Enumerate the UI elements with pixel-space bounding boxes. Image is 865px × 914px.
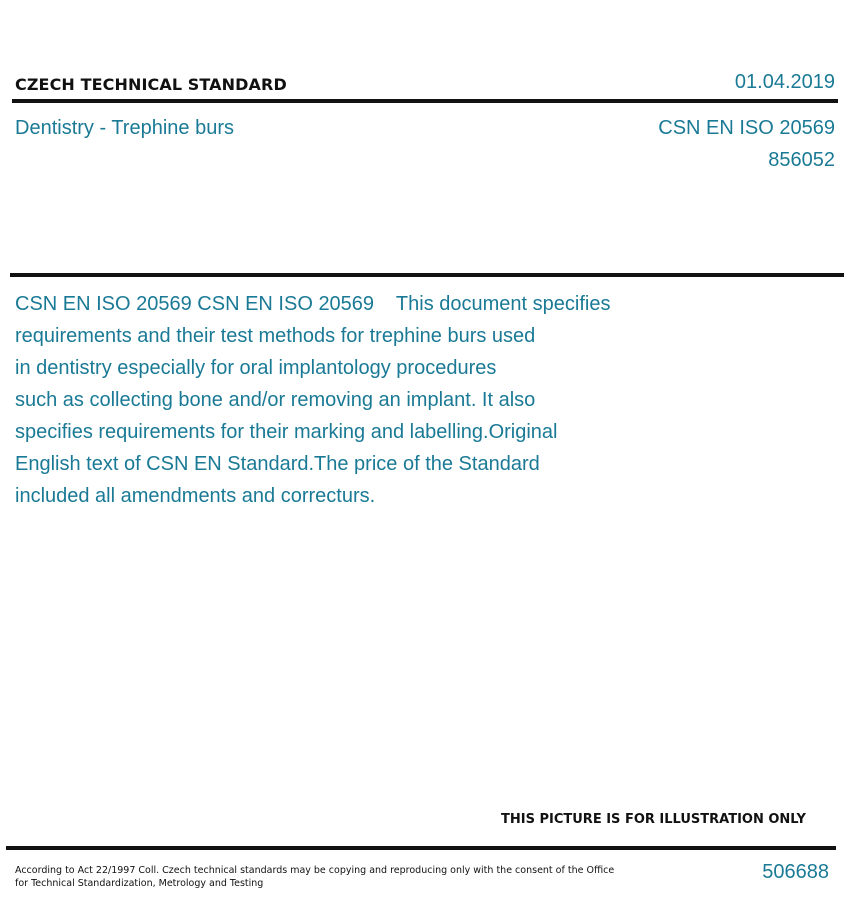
- legal-note: [15, 864, 614, 890]
- illustration-disclaimer: THIS PICTURE IS FOR ILLUSTRATION ONLY: [501, 812, 806, 827]
- abstract-line: included all amendments and correcturs.: [15, 485, 376, 507]
- abstract-line: such as collecting bone and/or removing an implant. It also: [15, 389, 536, 411]
- header-divider: [12, 99, 838, 103]
- abstract-line: in dentistry especially for oral implantology procedures: [15, 357, 497, 379]
- legal-note-line: for Technical Standardization, Metrology and Testing: [15, 878, 264, 889]
- abstract-line: requirements and their test methods for trephine burs used: [15, 325, 536, 347]
- standard-code: CSN EN ISO 20569: [658, 117, 835, 139]
- abstract-line: CSN EN ISO 20569 CSN EN ISO 20569 This document specifies: [15, 293, 611, 315]
- document-type-label: CZECH TECHNICAL STANDARD: [15, 75, 287, 94]
- abstract-line: specifies requirements for their marking and labelling.Original: [15, 421, 558, 443]
- section-divider: [10, 273, 844, 277]
- abstract-text: [15, 288, 675, 512]
- document-id: 506688: [762, 861, 829, 883]
- standard-title: Dentistry - Trephine burs: [15, 117, 234, 139]
- footer-divider: [6, 846, 836, 850]
- legal-note-line: According to Act 22/1997 Coll. Czech technical standards may be copying and reproducing only with the consent of the Office: [15, 865, 615, 876]
- abstract-line: English text of CSN EN Standard.The price of the Standard: [15, 453, 540, 475]
- standard-number: 856052: [768, 149, 835, 171]
- publication-date: 01.04.2019: [734, 71, 835, 93]
